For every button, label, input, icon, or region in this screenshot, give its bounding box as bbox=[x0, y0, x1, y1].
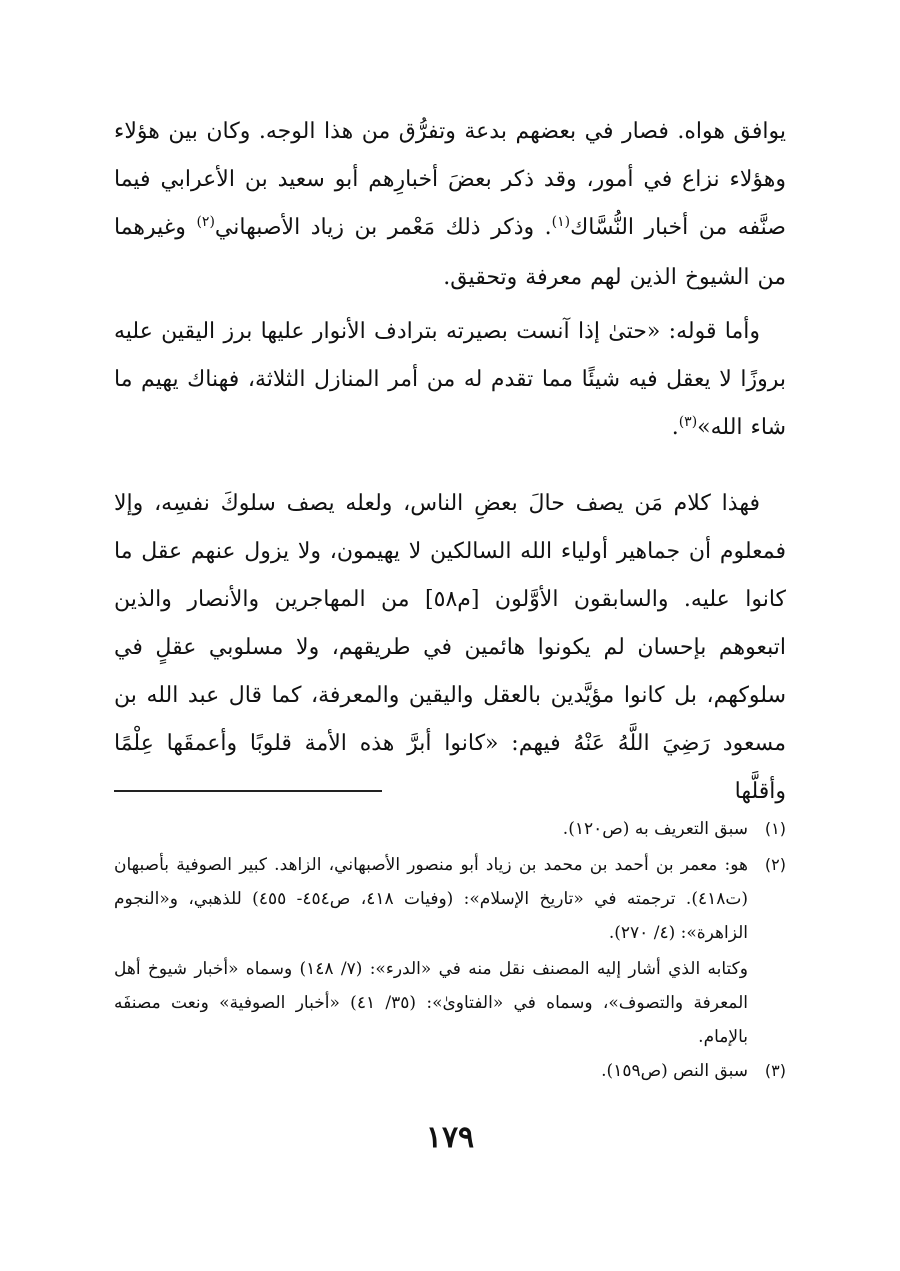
footnote-number: (٢) bbox=[764, 855, 786, 874]
paragraph-1-part-a: يوافق هواه. فصار في بعضهم بدعة وتفرُّق من هذا الوجه. وكان بين هؤلاء وهؤلاء نزاع في أمور، وقد ذكر بعضَ أخبارِهم أبو سعيد بن الأعرابي فيما صنَّفه من أخبار النُّسَّاك bbox=[114, 119, 786, 240]
footnote-3 bbox=[114, 1054, 786, 1088]
footnote-text: هو: معمر بن أحمد بن محمد بن زياد أبو منصور الأصبهاني، الزاهد. كبير الصوفية بأصبهان (ت٤١٨). ترجمته في «تاريخ الإسلام»: (وفيات ٤١٨، ص٤٥٤- ٤٥٥) للذهبي، و«النجوم الزاهرة»: (٤/ ٢٧٠). bbox=[114, 855, 748, 943]
paragraph-1-part-c: وغيرهما من الشيوخ الذين لهم معرفة وتحقيق. bbox=[114, 215, 786, 290]
footnote-ref-1[interactable]: (١) bbox=[551, 214, 571, 230]
footnote-2-continuation: وكتابه الذي أشار إليه المصنف نقل منه في «الدرء»: (٧/ ١٤٨) وسماه «أخبار شيوخ أهل المعرفة والتصوف»، وسماه في «الفتاوىٰ»: (٣٥/ ٤١) «أخبار الصوفية» ونعت مصنفَه بالإمام. bbox=[114, 959, 749, 1047]
footnote-text: سبق التعريف به (ص١٢٠). bbox=[562, 819, 748, 839]
footnote-number: (٣) bbox=[764, 1061, 786, 1080]
paragraph-1 bbox=[114, 108, 786, 302]
paragraph-2-part-b: . bbox=[671, 415, 679, 440]
paragraph-1-part-b: . وذكر ذلك مَعْمر بن زياد الأصبهاني bbox=[214, 215, 552, 240]
page-number: ١٧٩ bbox=[425, 1120, 475, 1155]
main-text bbox=[114, 108, 786, 816]
footnote-2 bbox=[114, 848, 786, 950]
footnote-text: سبق النص (ص١٥٩). bbox=[601, 1061, 748, 1081]
paragraph-2 bbox=[114, 308, 786, 454]
footnote-number: (١) bbox=[764, 819, 786, 838]
footnote-divider bbox=[114, 790, 382, 792]
footnotes bbox=[114, 790, 786, 1090]
footnote-ref-3[interactable]: (٣) bbox=[678, 414, 698, 430]
paragraph-2-part-a: وأما قوله: «حتىٰ إذا آنست بصيرته بترادف الأنوار عليها برز اليقين عليه بروزًا لا يعقل فيه شيئًا مما تقدم له من أمر المنازل الثلاثة، فهناك يهيم ما شاء الله» bbox=[114, 319, 786, 440]
footnote-ref-2[interactable]: (٢) bbox=[196, 214, 215, 230]
footnote-1 bbox=[114, 812, 786, 846]
spacer bbox=[114, 454, 786, 480]
paragraph-3: فهذا كلام مَن يصف حالَ بعضِ الناس، ولعله يصف سلوكَ نفسِه، وإلا فمعلوم أن جماهير أولياء الله السالكين لا يهيمون، ولا يزول عنهم عقل ما كانوا عليه. والسابقون الأوَّلون [م٥٨] من المهاجرين والأنصار والذين اتبعوهم بإحسان لم يكونوا هائمين في طريقهم، ولا مسلوبي عقلٍ في سلوكهم، بل كانوا مؤيَّدين بالعقل واليقين والمعرفة، كما قال عبد الله بن مسعود رَضِيَ اللَّهُ عَنْهُ فيهم: «كانوا أبرَّ هذه الأمة قلوبًا وأعمقَها عِلْمًا وأقلَّها bbox=[114, 491, 786, 804]
